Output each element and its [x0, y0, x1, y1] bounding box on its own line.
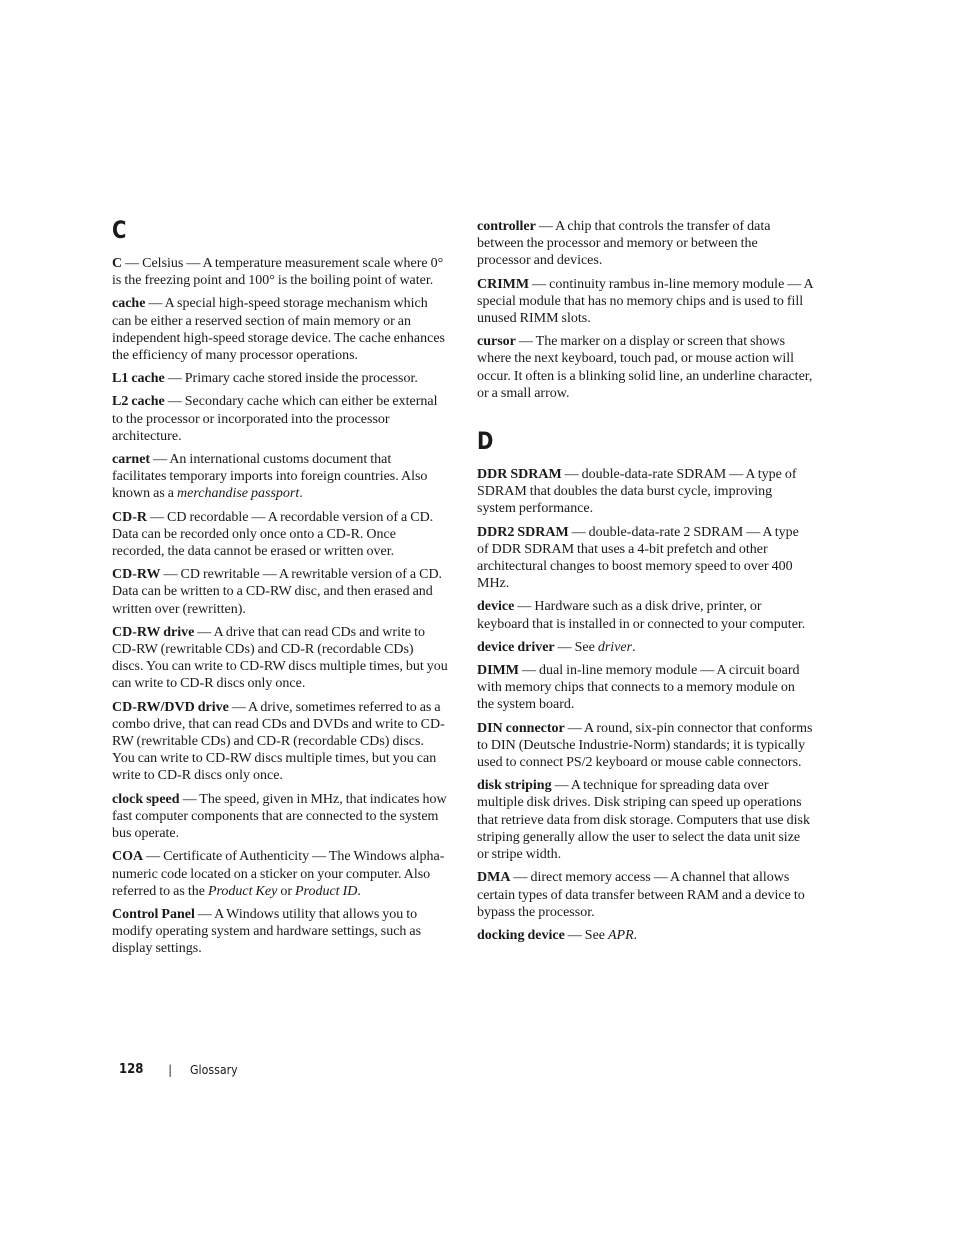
glossary-entry — [477, 777, 813, 863]
section-gap — [477, 408, 813, 429]
glossary-term: DDR2 SDRAM — [477, 524, 569, 540]
section-heading-c: C — [112, 216, 127, 244]
glossary-entry — [112, 699, 448, 785]
glossary-term: C — [112, 256, 123, 271]
glossary-term: carnet — [112, 452, 151, 468]
entry-list-d — [477, 466, 813, 944]
glossary-term: DIN connector — [477, 720, 565, 736]
glossary-definition: — The marker on a display or screen that shows where the next keyboard, touch pad, or mouse action will occur. It often is a blinking solid line, an underline character, or a small arrow. — [477, 334, 813, 401]
glossary-term: COA — [112, 849, 144, 865]
glossary-definition: — A round, six-pin connector that conforms to DIN (Deutsche Industrie-Norm) standards; it is typically used to connect PS/2 keyboard or mouse cable connectors. — [477, 720, 813, 771]
glossary-term: CD-RW — [112, 567, 161, 583]
glossary-definition: — Secondary cache which can either be external to the processor or incorporated into the processor architecture. — [112, 394, 438, 444]
glossary-entry — [112, 566, 448, 618]
glossary-reference: Product ID — [294, 883, 358, 899]
glossary-reference: APR — [608, 927, 634, 943]
glossary-term: DIMM — [477, 663, 519, 679]
glossary-term: Control Panel — [112, 906, 195, 922]
glossary-term: clock speed — [112, 791, 180, 807]
glossary-entry — [477, 524, 813, 593]
glossary-term: L1 cache — [112, 371, 165, 387]
glossary-definition: — double-data-rate 2 SDRAM — A type of DDR SDRAM that uses a 4-bit prefetch and other architectural changes to boost memory speed to over 400 MHz. — [477, 524, 799, 592]
glossary-entry — [477, 466, 813, 518]
page-footer — [119, 1062, 242, 1078]
glossary-entry — [112, 624, 448, 693]
glossary-definition: — The speed, given in MHz, that indicates how fast computer components that are connected to the system bus operate. — [112, 791, 447, 842]
glossary-term: DMA — [477, 870, 511, 886]
glossary-entry — [112, 509, 448, 561]
glossary-definition: — dual in-line memory module — A circuit board with memory chips that connects to a memory module on the system board. — [477, 663, 800, 713]
glossary-definition-tail: or — [277, 883, 295, 899]
glossary-entry — [477, 720, 813, 772]
page-number: 128 — [119, 1062, 144, 1077]
glossary-definition: — A special high-speed storage mechanism which can be either a reserved section of main memory or an independent high-speed storage device. The cache enhances the efficiency of many processor operations. — [112, 296, 445, 364]
entry-list-c — [112, 255, 448, 958]
glossary-entry — [477, 218, 813, 270]
glossary-definition: — direct memory access — A channel that allows certain types of data transfer between RAM and a device to bypass the processor. — [477, 870, 805, 920]
glossary-term: CRIMM — [477, 276, 530, 292]
glossary-entry — [477, 276, 813, 328]
glossary-term: docking device — [477, 927, 565, 943]
right-column — [477, 218, 813, 950]
section-heading-d: D — [477, 427, 494, 456]
glossary-definition: — double-data-rate SDRAM — A type of SDRAM that doubles the data burst cycle, improving system performance. — [477, 467, 797, 517]
glossary-entry — [477, 333, 813, 402]
glossary-definition: — CD rewritable — A rewritable version of a CD. Data can be written to a CD-RW disc, and then erased and written over (rewritten). — [112, 567, 443, 617]
glossary-definition: — A Windows utility that allows you to modify operating system and hardware settings, such as display settings. — [112, 906, 422, 957]
glossary-definition: — See — [564, 927, 608, 943]
glossary-term: DDR SDRAM — [477, 467, 562, 483]
glossary-definition: — An international customs document that facilitates temporary imports into foreign countries. Also known as a — [112, 452, 428, 502]
glossary-definition: — A chip that controls the transfer of data between the processor and memory or between the processor and devices. — [477, 219, 771, 269]
glossary-entry — [112, 370, 448, 387]
glossary-term: CD-R — [112, 509, 147, 525]
left-column — [112, 218, 448, 964]
glossary-term: controller — [477, 219, 536, 234]
glossary-term: device — [477, 599, 515, 615]
glossary-reference: merchandise passport — [177, 486, 300, 502]
glossary-definition-tail: . — [632, 639, 636, 655]
glossary-definition: — A drive, sometimes referred to as a combo drive, that can read CDs and DVDs and write to CD-RW (rewritable CDs) and CD-R (recordable CDs) discs. You can write to CD-RW discs multiple times, but you can write to CD-R discs only once. — [112, 699, 445, 784]
glossary-term: device driver — [477, 639, 555, 655]
glossary-entry — [477, 639, 813, 656]
glossary-definition: — A technique for spreading data over multiple disk drives. Disk striping can speed up operations that retrieve data from disk storage. Computers that use disk striping generally allow the user to select the data unit size or stripe width. — [477, 778, 810, 863]
glossary-reference: driver — [597, 639, 633, 655]
glossary-definition-tail: . — [357, 883, 361, 899]
glossary-definition: — See — [554, 639, 598, 655]
glossary-definition-tail: . — [299, 486, 303, 502]
glossary-entry — [112, 906, 448, 958]
glossary-definition: — Hardware such as a disk drive, printer, or keyboard that is installed in or connected to your computer. — [477, 599, 806, 632]
entry-list-c-continued — [477, 218, 813, 402]
glossary-entry — [477, 662, 813, 714]
glossary-definition: — CD recordable — A recordable version of a CD. Data can be recorded only once onto a CD-R. Once recorded, the data cannot be erased or written over. — [112, 509, 434, 560]
glossary-entry — [112, 393, 448, 445]
glossary-entry — [112, 848, 448, 900]
glossary-term: CD-RW drive — [112, 624, 195, 640]
glossary-term: CD-RW/DVD drive — [112, 699, 229, 715]
footer-section-name: Glossary — [190, 1063, 238, 1077]
glossary-term: cursor — [477, 334, 516, 350]
glossary-entry — [112, 255, 448, 289]
glossary-definition: — Certificate of Authenticity — The Windows alpha-numeric code located on a sticker on your computer. Also referred to as the — [112, 849, 445, 899]
glossary-term: L2 cache — [112, 394, 165, 410]
glossary-definition: — A drive that can read CDs and write to CD-RW (rewritable CDs) and CD-R (recordable CDs) discs. You can write to CD-RW discs multiple times, but you can write to CD-R discs only once. — [112, 624, 448, 692]
glossary-entry — [477, 869, 813, 921]
glossary-entry — [477, 598, 813, 632]
glossary-entry — [112, 451, 448, 503]
glossary-reference: Product Key — [207, 883, 278, 899]
glossary-definition: — continuity rambus in-line memory module — A special module that has no memory chips and is used to fill unused RIMM slots. — [477, 276, 813, 327]
glossary-entry — [112, 791, 448, 843]
footer-separator: | — [168, 1063, 173, 1077]
glossary-term: cache — [112, 296, 146, 312]
glossary-term: disk striping — [477, 778, 552, 794]
glossary-definition: — Celsius — A temperature measurement scale where 0° is the freezing point and 100° is the boiling point of water. — [112, 256, 444, 289]
glossary-entry — [112, 295, 448, 364]
glossary-entry — [477, 927, 813, 944]
glossary-definition-tail: . — [633, 927, 638, 943]
glossary-definition: — Primary cache stored inside the processor. — [164, 371, 418, 387]
